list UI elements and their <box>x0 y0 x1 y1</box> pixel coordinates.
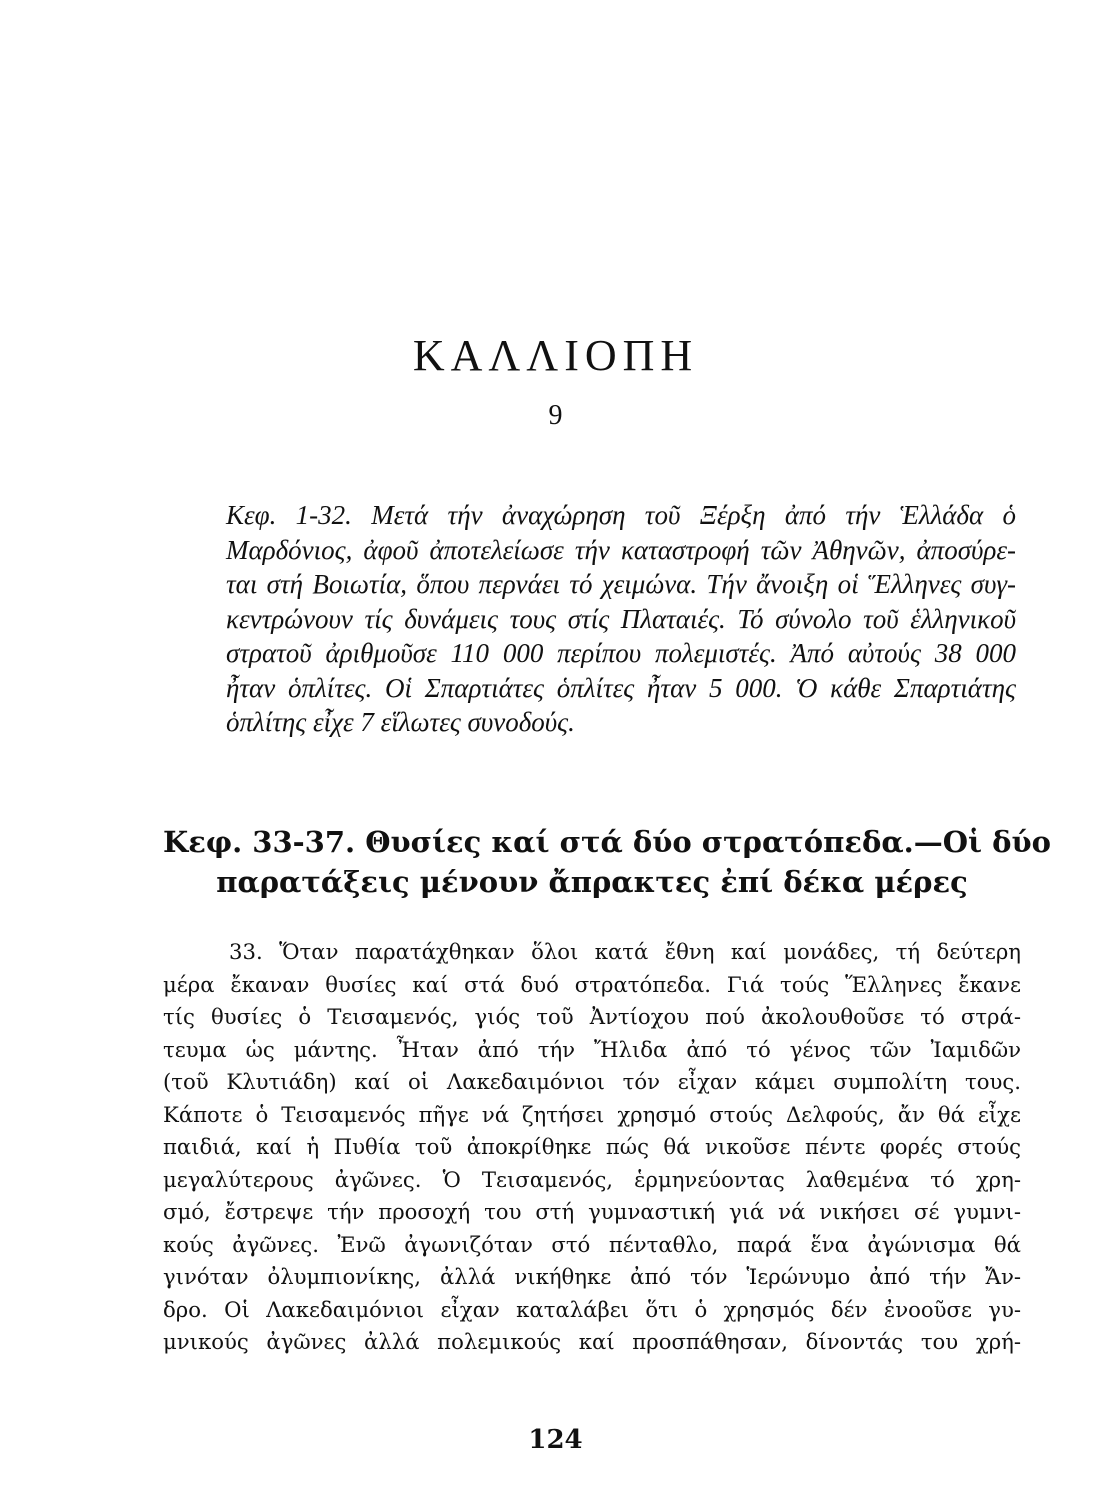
body-line: 33. Ὅταν παρατάχθηκαν ὅλοι κατά ἔθνη καί μονάδες, τή δεύτερη <box>229 939 1021 964</box>
body-line: κούς ἀγῶνες. Ἐνῶ ἀγωνιζόταν στό πένταθλο, παρά ἕνα ἀγώνισμα θά <box>163 1231 1021 1257</box>
summary-line: ὁπλίτης εἶχε 7 εἵλωτες συνοδούς. <box>226 707 575 737</box>
body-line: τίς θυσίες ὁ Τεισαμενός, γιός τοῦ Ἀντίοχου πού ἀκολουθοῦσε τό στρά- <box>163 1004 1021 1029</box>
summary-line: Μαρδόνιος, ἀφοῦ ἀποτελείωσε τήν καταστροφή τῶν Ἀθηνῶν, ἀποσύρε- <box>226 534 1016 565</box>
body-line: δρο. Οἱ Λακεδαιμόνιοι εἶχαν καταλάβει ὅτι ὁ χρησμός δέν ἐνοοῦσε γυ- <box>163 1296 1021 1322</box>
summary-line: ἦταν ὁπλίτες. Οἱ Σπαρτιάτες ὁπλίτες ἦταν 5 000. Ὁ κάθε Σπαρτιάτης <box>226 672 1016 703</box>
summary-line: Κεφ. 1-32. Μετά τήν ἀναχώρηση τοῦ Ξέρξη ἀπό τήν Ἑλλάδα ὁ <box>226 500 1016 530</box>
body-line: μνικούς ἀγῶνες ἀλλά πολεμικούς καί προσπάθησαν, δίνοντάς του χρή- <box>163 1329 1021 1354</box>
book-title: ΚΑΛΛΙΟΠΗ <box>412 331 699 380</box>
body-line: μέρα ἔκαναν θυσίες καί στά δυό στρατόπεδα. Γιά τούς Ἕλληνες ἔκανε <box>163 971 1021 997</box>
body-line: σμό, ἔστρεψε τήν προσοχή του στή γυμναστική γιά νά νικήσει σέ γυμνι- <box>163 1199 1021 1224</box>
summary-line: στρατοῦ ἀριθμοῦσε 110 000 περίπου πολεμιστές. Ἀπό αὐτούς 38 000 <box>226 638 1016 668</box>
summary-line: κεντρώνουν τίς δυνάμεις τους στίς Πλαταιές. Τό σύνολο τοῦ ἑλληνικοῦ <box>226 603 1016 634</box>
body-line: (τοῦ Κλυτιάδη) καί οἱ Λακεδαιμόνιοι τόν εἶχαν κάμει συμπολίτη τους. <box>163 1069 1021 1094</box>
body-line: γινόταν ὀλυμπιονίκης, ἀλλά νικήθηκε ἀπό τόν Ἱερώνυμο ἀπό τήν Ἄν- <box>163 1264 1021 1289</box>
chapter-summary <box>226 498 1016 740</box>
section-heading-line: παρατάξεις μένουν ἄπρακτες ἐπί δέκα μέρες <box>216 865 968 899</box>
body-line: Κάποτε ὁ Τεισαμενός πῆγε νά ζητήσει χρησμό στούς Δελφούς, ἄν θά εἶχε <box>163 1101 1021 1127</box>
section-heading <box>163 822 1051 902</box>
body-text <box>163 936 1021 1359</box>
section-heading-line: Κεφ. 33-37. Θυσίες καί στά δύο στρατόπεδα.—Οἱ δύο <box>163 825 1051 859</box>
body-line: τευμα ὡς μάντης. Ἦταν ἀπό τήν Ἤλιδα ἀπό τό γένος τῶν Ἰαμιδῶν <box>163 1036 1021 1062</box>
body-line: παιδιά, καί ἡ Πυθία τοῦ ἀποκρίθηκε πώς θά νικοῦσε πέντε φορές στούς <box>163 1134 1021 1159</box>
page-number: 124 <box>528 1425 583 1455</box>
body-line: μεγαλύτερους ἀγῶνες. Ὁ Τεισαμενός, ἑρμηνεύοντας λαθεμένα τό χρη- <box>163 1166 1021 1192</box>
summary-line: ται στή Βοιωτία, ὅπου περνάει τό χειμώνα. Τήν ἄνοιξη οἱ Ἕλληνες συγ- <box>226 569 1016 599</box>
book-number: 9 <box>548 400 563 431</box>
